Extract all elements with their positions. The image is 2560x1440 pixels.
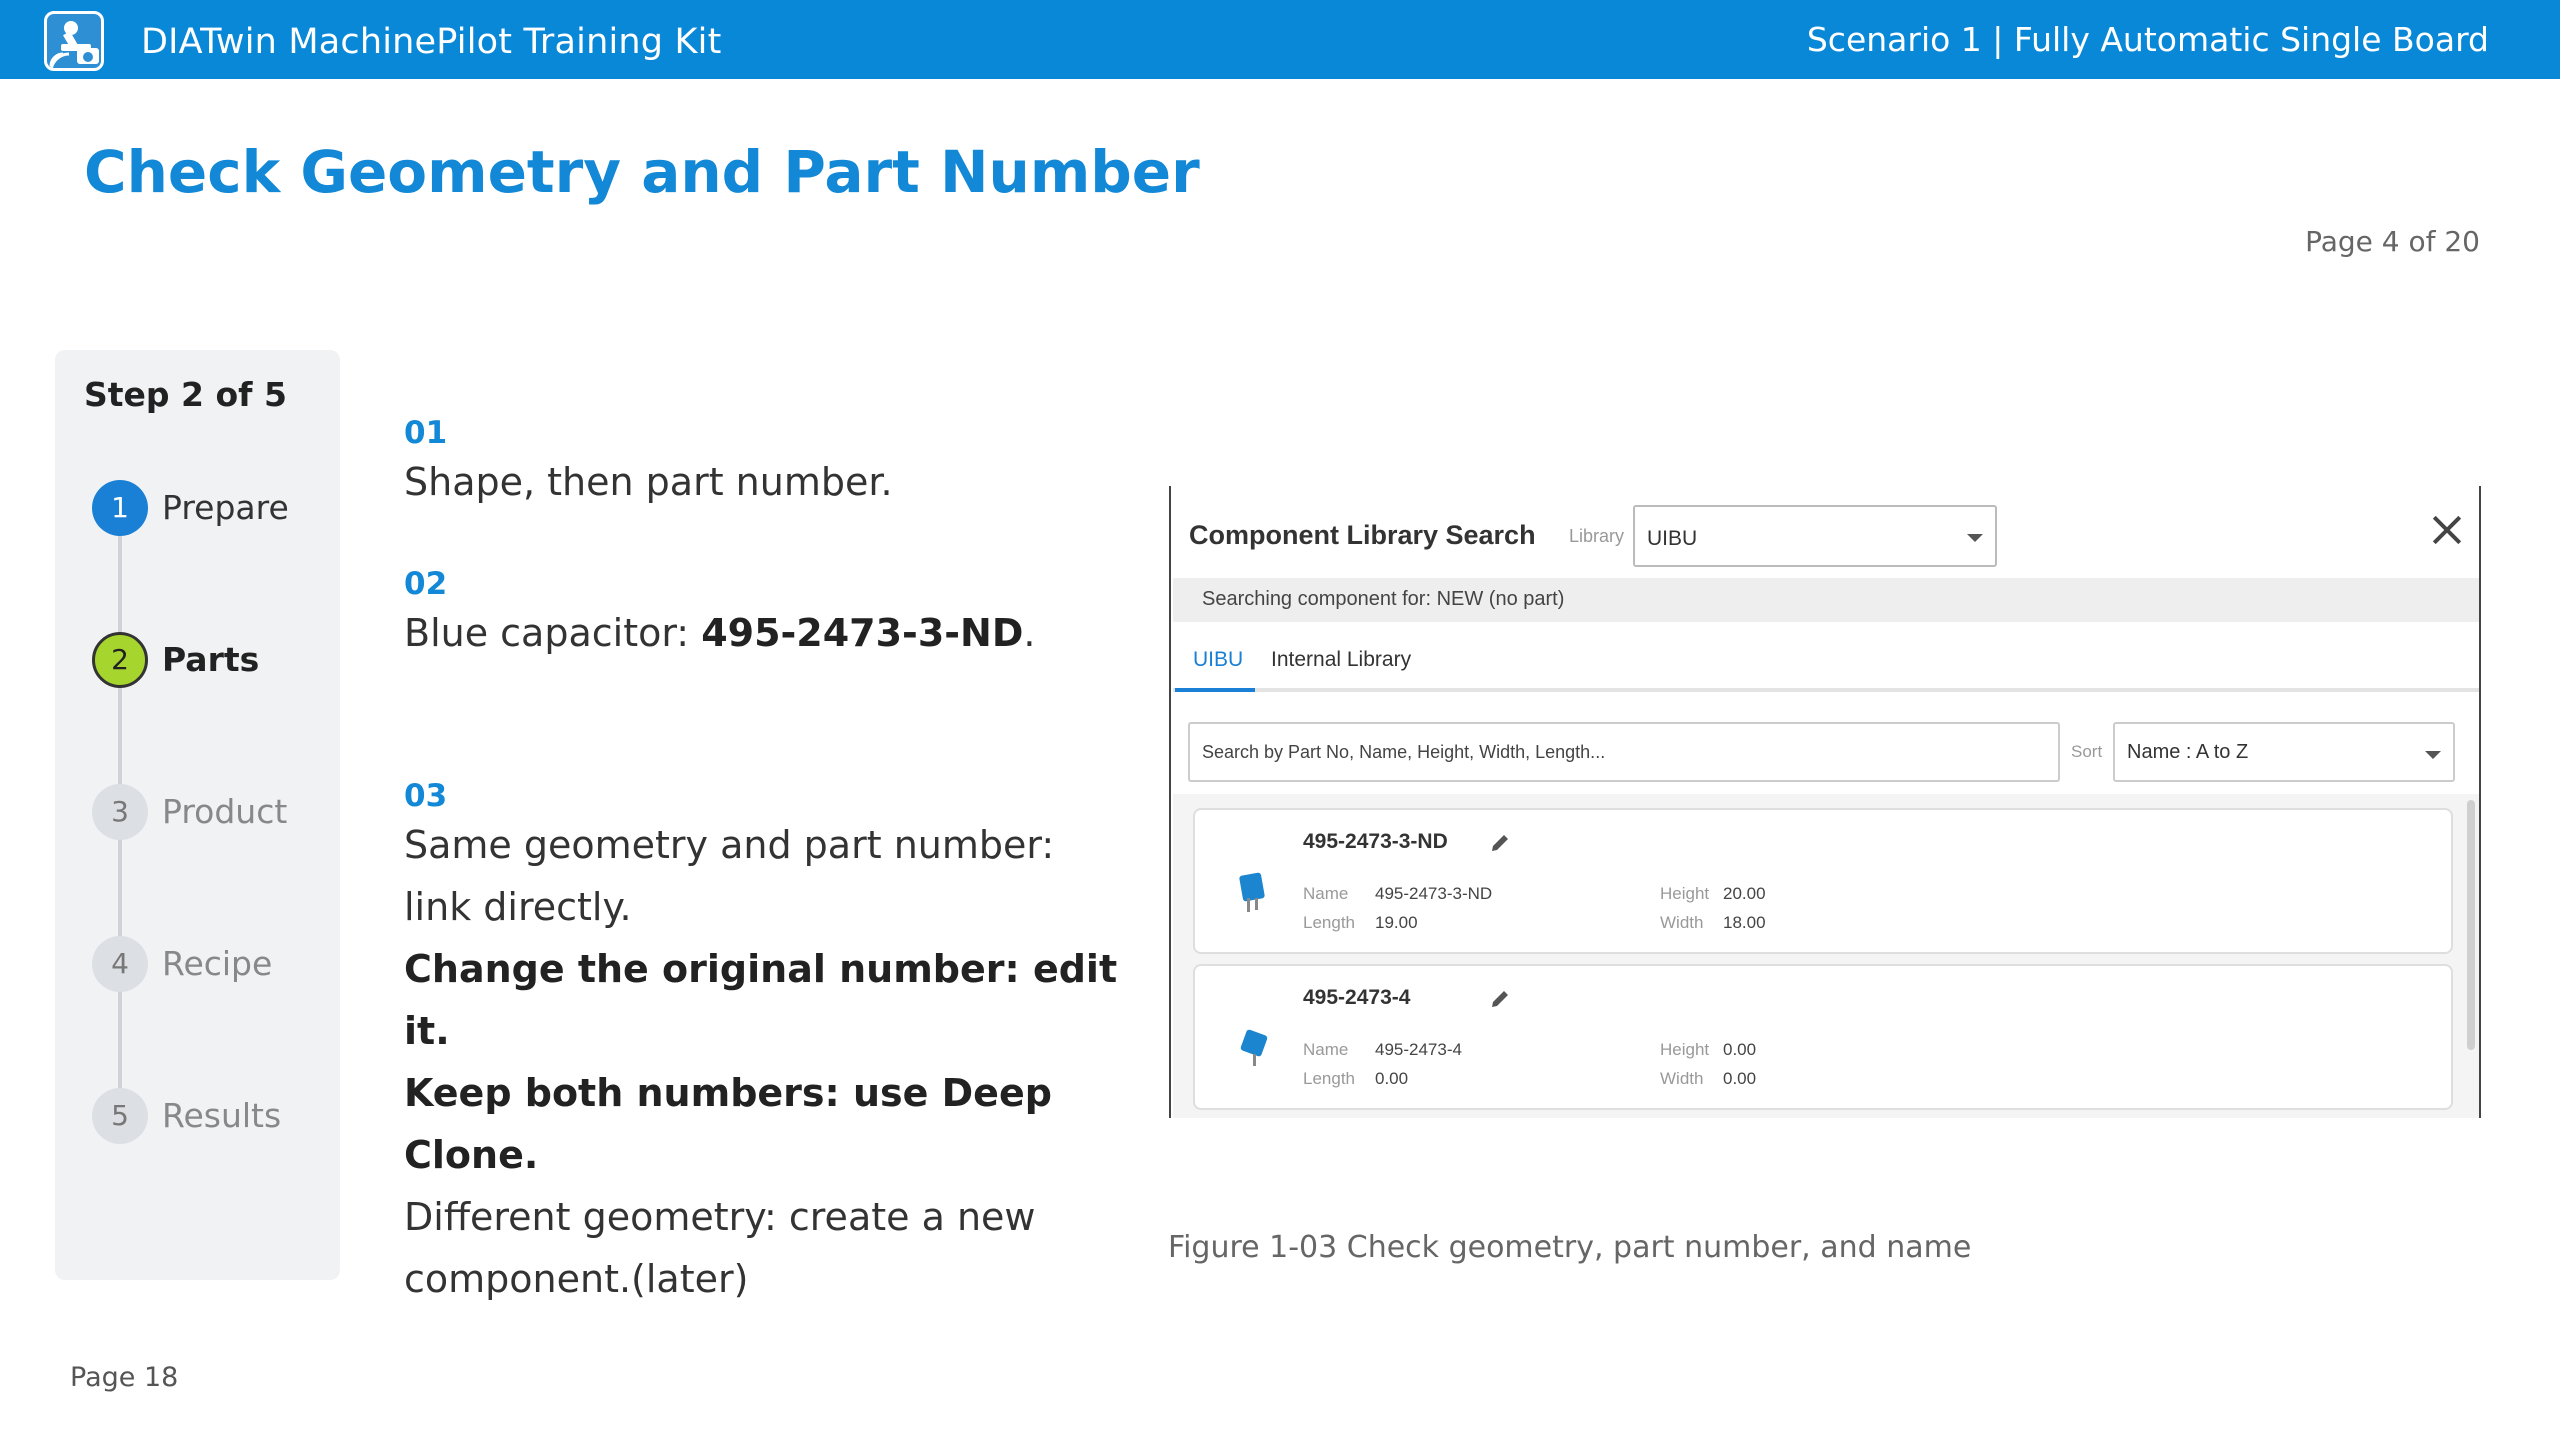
length-value: 0.00 (1375, 1069, 1409, 1088)
result-card[interactable] (1193, 808, 2453, 954)
pencil-icon[interactable] (1489, 988, 1511, 1010)
step-label: Prepare (162, 488, 289, 527)
instruction-text-prefix: Blue capacitor: (404, 611, 702, 655)
width-label: Width (1660, 913, 1704, 932)
length-value: 19.00 (1375, 913, 1418, 932)
dialog-title: Component Library Search (1189, 520, 1536, 550)
step-number: 3 (92, 784, 148, 840)
length-label: Length (1303, 913, 1355, 932)
instruction-text (404, 602, 1124, 664)
sort-select-value: Name : A to Z (2127, 741, 2249, 763)
step-label: Recipe (162, 944, 273, 983)
sort-label: Sort (2071, 742, 2103, 761)
step-label: Parts (162, 640, 260, 679)
page-count: Page 4 of 20 (2305, 225, 2480, 258)
instruction-01 (404, 415, 1124, 513)
search-placeholder: Search by Part No, Name, Height, Width, Length... (1202, 742, 1606, 762)
capacitor-icon (1233, 868, 1273, 914)
instruction-number: 01 (404, 415, 448, 451)
close-icon[interactable] (2427, 510, 2467, 550)
step-label: Results (162, 1096, 282, 1135)
height-label: Height (1660, 884, 1710, 903)
instruction-line-deep-clone: Keep both numbers: use Deep Clone. (404, 1071, 1052, 1177)
instruction-text-suffix: . (1023, 611, 1036, 655)
instruction-line: Same geometry and part number: (404, 823, 1055, 867)
sort-select[interactable] (2113, 722, 2455, 782)
robot-arm-logo-icon (44, 11, 104, 71)
result-card[interactable] (1193, 964, 2453, 1110)
figure-caption: Figure 1-03 Check geometry, part number, and name (1168, 1230, 1972, 1265)
instruction-number: 03 (404, 778, 448, 814)
height-value: 0.00 (1723, 1040, 1757, 1059)
active-tab-indicator (1175, 688, 1255, 692)
height-value: 20.00 (1723, 884, 1766, 903)
search-input[interactable] (1188, 722, 2060, 782)
app-title: DIATwin MachinePilot Training Kit (141, 22, 722, 62)
library-select-value: UIBU (1647, 527, 1698, 550)
step-header: Step 2 of 5 (84, 375, 287, 414)
height-label: Height (1660, 1040, 1710, 1059)
step-number: 2 (92, 632, 148, 688)
width-value: 0.00 (1723, 1069, 1757, 1088)
instruction-02 (404, 566, 1124, 664)
step-item-recipe[interactable] (92, 936, 332, 996)
page-title: Check Geometry and Part Number (84, 138, 1200, 206)
step-number: 4 (92, 936, 148, 992)
instruction-line: link directly. (404, 885, 632, 929)
tab-uibu[interactable]: UIBU (1193, 648, 1244, 671)
name-label: Name (1303, 884, 1349, 903)
library-label: Library (1569, 526, 1625, 546)
component-library-search-dialog (1169, 486, 2481, 1118)
instruction-number: 02 (404, 566, 448, 602)
pencil-icon[interactable] (1489, 832, 1511, 854)
name-value: 495-2473-4 (1375, 1040, 1462, 1059)
step-item-prepare[interactable] (92, 480, 332, 540)
searching-for-banner: Searching component for: NEW (no part) (1173, 578, 2479, 622)
chevron-down-icon (2425, 751, 2441, 759)
result-title: 495-2473-3-ND (1303, 830, 1448, 853)
step-label: Product (162, 792, 288, 831)
scenario-label: Scenario 1 | Fully Automatic Single Board (1806, 20, 2489, 59)
library-select[interactable] (1633, 505, 1997, 567)
instruction-line: component.(later) (404, 1257, 749, 1301)
tab-internal-library[interactable]: Internal Library (1271, 648, 1412, 671)
step-number: 5 (92, 1088, 148, 1144)
results-scrollbar[interactable] (2467, 800, 2475, 1050)
width-value: 18.00 (1723, 913, 1766, 932)
step-item-parts[interactable] (92, 632, 332, 692)
length-label: Length (1303, 1069, 1355, 1088)
chevron-down-icon (1967, 534, 1983, 542)
capacitor-icon (1233, 1024, 1273, 1070)
library-tabs (1173, 626, 2479, 692)
name-label: Name (1303, 1040, 1349, 1059)
header-bar (0, 0, 2560, 79)
step-number: 1 (92, 480, 148, 536)
result-title: 495-2473-4 (1303, 986, 1411, 1009)
page-footer: Page 18 (70, 1362, 179, 1393)
step-item-results[interactable] (92, 1088, 332, 1148)
instruction-line: Different geometry: create a new (404, 1195, 1036, 1239)
part-number: 495-2473-3-ND (701, 611, 1024, 655)
instruction-text: Shape, then part number. (404, 460, 893, 504)
step-panel (55, 350, 340, 1280)
instruction-03 (404, 778, 1124, 1310)
step-item-product[interactable] (92, 784, 332, 844)
name-value: 495-2473-3-ND (1375, 884, 1493, 903)
width-label: Width (1660, 1069, 1704, 1088)
instruction-line-edit: Change the original number: edit it. (404, 947, 1118, 1053)
